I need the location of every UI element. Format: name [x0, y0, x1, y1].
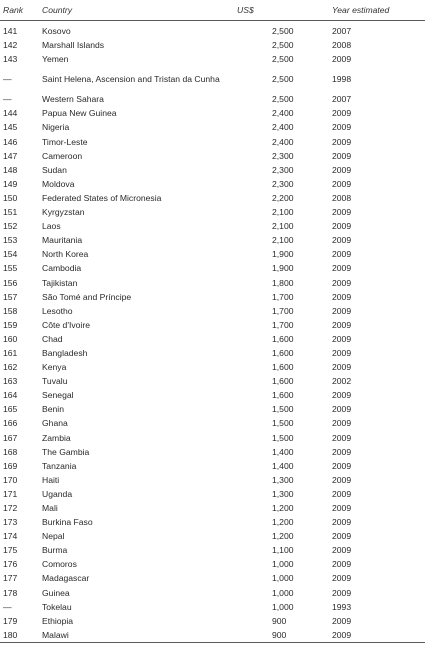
usd-cell: 1,600: [272, 390, 294, 401]
rank-cell: 150: [3, 192, 18, 203]
year-cell: 2007: [332, 94, 352, 105]
rank-cell: 149: [3, 178, 18, 189]
year-cell: 2009: [332, 207, 352, 218]
usd-cell: 2,300: [272, 164, 294, 175]
usd-cell: 1,500: [272, 432, 294, 443]
table-row: [0, 557, 425, 571]
country-cell: Mali: [42, 503, 58, 513]
country-cell: Zambia: [42, 432, 71, 443]
year-cell: 2009: [332, 108, 352, 119]
usd-cell: 1,600: [272, 333, 294, 344]
usd-cell: 1,300: [272, 474, 294, 485]
rank-cell: 152: [3, 221, 18, 232]
country-cell: Kenya: [42, 362, 67, 373]
table-row: [0, 501, 425, 515]
year-cell: 2009: [332, 291, 352, 302]
table-row: [0, 571, 425, 585]
usd-cell: 1,100: [272, 545, 294, 556]
country-cell: Sudan: [42, 164, 67, 175]
usd-cell: 2,100: [272, 207, 294, 218]
usd-cell: 1,300: [272, 488, 294, 499]
usd-cell: 2,500: [272, 40, 294, 51]
table-row: [0, 276, 425, 290]
rank-cell: 141: [3, 26, 18, 36]
usd-cell: 1,000: [272, 587, 294, 598]
table-row: [0, 120, 425, 134]
table-row: [0, 66, 425, 92]
usd-cell: 2,500: [272, 74, 294, 85]
table-row: [0, 628, 425, 643]
country-cell: Tuvalu: [42, 376, 68, 387]
usd-cell: 2,200: [272, 192, 294, 203]
table-row: [0, 529, 425, 543]
country-cell: Ethiopia: [42, 615, 74, 626]
year-cell: 2009: [332, 362, 352, 373]
year-cell: 2009: [332, 390, 352, 401]
year-cell: 2009: [332, 221, 352, 232]
usd-cell: 1,500: [272, 418, 294, 429]
rank-cell: 154: [3, 249, 18, 260]
country-cell: Bangladesh: [42, 347, 88, 358]
table-row: [0, 52, 425, 66]
table-row: [0, 177, 425, 191]
table-row: [0, 445, 425, 459]
country-cell: Chad: [42, 333, 63, 344]
rank-cell: 147: [3, 150, 18, 161]
rank-cell: 173: [3, 517, 18, 528]
rank-cell: 144: [3, 108, 18, 119]
year-cell: 2009: [332, 460, 352, 471]
year-cell: 2009: [332, 615, 352, 626]
rank-cell: 160: [3, 333, 18, 344]
country-cell: The Gambia: [42, 446, 90, 457]
rank-cell: 171: [3, 488, 18, 499]
table-row: [0, 431, 425, 445]
usd-cell: 1,400: [272, 446, 294, 457]
rank-cell: 167: [3, 432, 18, 443]
table-row: [0, 459, 425, 473]
usd-cell: 1,900: [272, 249, 294, 260]
rank-cell: 175: [3, 545, 18, 556]
table-row: [0, 106, 425, 120]
year-cell: 2009: [332, 150, 352, 161]
table-row: [0, 416, 425, 430]
table-row: [0, 191, 425, 205]
year-cell: 2009: [332, 503, 352, 513]
country-cell: Côte d'Ivoire: [42, 319, 90, 330]
country-cell: Tajikistan: [42, 277, 78, 288]
usd-cell: 2,300: [272, 178, 294, 189]
country-cell: Nepal: [42, 531, 65, 542]
gdp-per-capita-table: [0, 5, 425, 643]
rank-cell: 161: [3, 347, 18, 358]
rank-cell: 162: [3, 362, 18, 373]
table-body: [0, 21, 425, 643]
table-row: [0, 388, 425, 402]
rank-cell: 145: [3, 122, 18, 133]
header-rank: Rank: [3, 5, 24, 15]
country-cell: Kyrgyzstan: [42, 207, 85, 218]
table-row: [0, 261, 425, 275]
year-cell: 2009: [332, 263, 352, 274]
rank-cell: 158: [3, 305, 18, 316]
year-cell: 2009: [332, 305, 352, 316]
table-row: [0, 149, 425, 163]
rank-cell: —: [3, 74, 12, 85]
country-cell: Guinea: [42, 587, 70, 598]
usd-cell: 1,600: [272, 347, 294, 358]
year-cell: 2009: [332, 418, 352, 429]
rank-cell: 156: [3, 277, 18, 288]
table-row: [0, 586, 425, 600]
usd-cell: 1,800: [272, 277, 294, 288]
usd-cell: 2,400: [272, 136, 294, 147]
country-cell: Benin: [42, 404, 64, 415]
header-row: [0, 5, 425, 21]
usd-cell: 1,700: [272, 291, 294, 302]
usd-cell: 1,600: [272, 362, 294, 373]
country-cell: Lesotho: [42, 305, 73, 316]
year-cell: 2009: [332, 629, 352, 640]
table-row: [0, 290, 425, 304]
year-cell: 2009: [332, 333, 352, 344]
rank-cell: 180: [3, 629, 18, 640]
country-cell: Comoros: [42, 559, 77, 570]
rank-cell: 166: [3, 418, 18, 429]
rank-cell: 148: [3, 164, 18, 175]
country-cell: Malawi: [42, 629, 69, 640]
rank-cell: 178: [3, 587, 18, 598]
rank-cell: 169: [3, 460, 18, 471]
country-cell: North Korea: [42, 249, 89, 260]
year-cell: 2009: [332, 178, 352, 189]
country-cell: Laos: [42, 221, 61, 232]
usd-cell: 2,500: [272, 54, 294, 65]
year-cell: 2009: [332, 347, 352, 358]
usd-cell: 2,400: [272, 122, 294, 133]
year-cell: 2009: [332, 54, 352, 65]
usd-cell: 1,200: [272, 517, 294, 528]
rank-cell: 153: [3, 235, 18, 246]
usd-cell: 1,000: [272, 601, 294, 612]
country-cell: Tokelau: [42, 601, 72, 612]
country-cell: Yemen: [42, 54, 69, 65]
year-cell: 2009: [332, 545, 352, 556]
table-row: [0, 304, 425, 318]
year-cell: 2002: [332, 376, 352, 387]
year-cell: 2009: [332, 488, 352, 499]
usd-cell: 2,400: [272, 108, 294, 119]
country-cell: Ghana: [42, 418, 68, 429]
year-cell: 1993: [332, 601, 352, 612]
country-cell: Mauritania: [42, 235, 83, 246]
country-cell: Saint Helena, Ascension and Tristan da Cunha: [42, 73, 220, 84]
year-cell: 2009: [332, 474, 352, 485]
country-cell: Burma: [42, 545, 68, 556]
country-cell: Timor-Leste: [42, 136, 88, 147]
year-cell: 2009: [332, 277, 352, 288]
year-cell: 2009: [332, 559, 352, 570]
table-row: [0, 247, 425, 261]
country-cell: Moldova: [42, 178, 75, 189]
rank-cell: 146: [3, 136, 18, 147]
usd-cell: 1,900: [272, 263, 294, 274]
country-cell: Madagascar: [42, 573, 90, 584]
year-cell: 2009: [332, 404, 352, 415]
country-cell: Burkina Faso: [42, 517, 93, 528]
year-cell: 2009: [332, 446, 352, 457]
table-row: [0, 515, 425, 529]
usd-cell: 1,200: [272, 503, 294, 513]
country-cell: Haiti: [42, 474, 60, 485]
year-cell: 2009: [332, 122, 352, 133]
table-row: [0, 318, 425, 332]
country-cell: Tanzania: [42, 460, 77, 471]
header-year: Year estimated: [332, 5, 390, 15]
usd-cell: 2,500: [272, 26, 294, 36]
header-usd: US$: [237, 5, 254, 15]
usd-cell: 1,000: [272, 573, 294, 584]
rank-cell: 177: [3, 573, 18, 584]
usd-cell: 2,300: [272, 150, 294, 161]
rank-cell: 143: [3, 54, 18, 65]
table-row: [0, 346, 425, 360]
table-row: [0, 163, 425, 177]
table-row: [0, 21, 425, 39]
rank-cell: 172: [3, 503, 18, 513]
table-row: [0, 233, 425, 247]
country-cell: Cambodia: [42, 263, 82, 274]
year-cell: 2009: [332, 517, 352, 528]
usd-cell: 1,700: [272, 319, 294, 330]
year-cell: 2009: [332, 164, 352, 175]
rank-cell: 155: [3, 263, 18, 274]
country-cell: Papua New Guinea: [42, 108, 117, 119]
year-cell: 2009: [332, 249, 352, 260]
year-cell: 2009: [332, 587, 352, 598]
rank-cell: 151: [3, 207, 18, 218]
table-row: [0, 473, 425, 487]
year-cell: 2009: [332, 531, 352, 542]
country-cell: Federated States of Micronesia: [42, 192, 162, 203]
country-cell: São Tomé and Príncipe: [42, 291, 132, 302]
usd-cell: 1,200: [272, 531, 294, 542]
country-cell: Western Sahara: [42, 94, 104, 105]
rank-cell: 176: [3, 559, 18, 570]
year-cell: 1998: [332, 74, 352, 85]
country-cell: Senegal: [42, 390, 74, 401]
rank-cell: 179: [3, 615, 18, 626]
usd-cell: 2,500: [272, 94, 294, 105]
usd-cell: 2,100: [272, 235, 294, 246]
country-cell: Kosovo: [42, 26, 71, 36]
rank-cell: 170: [3, 474, 18, 485]
usd-cell: 1,700: [272, 305, 294, 316]
country-cell: Nigeria: [42, 122, 70, 133]
table-row: [0, 360, 425, 374]
year-cell: 2009: [332, 136, 352, 147]
rank-cell: 163: [3, 376, 18, 387]
rank-cell: 159: [3, 319, 18, 330]
table-row: [0, 402, 425, 416]
rank-cell: 142: [3, 40, 18, 51]
table-row: [0, 600, 425, 614]
usd-cell: 900: [272, 615, 287, 626]
year-cell: 2007: [332, 26, 352, 36]
usd-cell: 1,600: [272, 376, 294, 387]
rank-cell: 164: [3, 390, 18, 401]
country-cell: Cameroon: [42, 150, 83, 161]
usd-cell: 2,100: [272, 221, 294, 232]
rank-cell: 174: [3, 531, 18, 542]
year-cell: 2009: [332, 432, 352, 443]
table-row: [0, 135, 425, 149]
rank-cell: —: [3, 601, 12, 612]
table-row: [0, 332, 425, 346]
country-cell: Uganda: [42, 488, 73, 499]
usd-cell: 900: [272, 629, 287, 640]
table-row: [0, 543, 425, 557]
table-row: [0, 487, 425, 501]
usd-cell: 1,400: [272, 460, 294, 471]
rank-cell: 165: [3, 404, 18, 415]
year-cell: 2009: [332, 573, 352, 584]
table-row: [0, 38, 425, 52]
table-header: [0, 5, 425, 21]
table-row: [0, 205, 425, 219]
table-row: [0, 374, 425, 388]
year-cell: 2008: [332, 192, 352, 203]
usd-cell: 1,000: [272, 559, 294, 570]
table-row: [0, 92, 425, 106]
rank-cell: 168: [3, 446, 18, 457]
country-cell: Marshall Islands: [42, 40, 105, 51]
year-cell: 2009: [332, 235, 352, 246]
year-cell: 2009: [332, 319, 352, 330]
rank-cell: 157: [3, 291, 18, 302]
header-country: Country: [42, 5, 73, 15]
rank-cell: —: [3, 94, 12, 105]
table-row: [0, 219, 425, 233]
usd-cell: 1,500: [272, 404, 294, 415]
year-cell: 2008: [332, 40, 352, 51]
table-row: [0, 614, 425, 628]
